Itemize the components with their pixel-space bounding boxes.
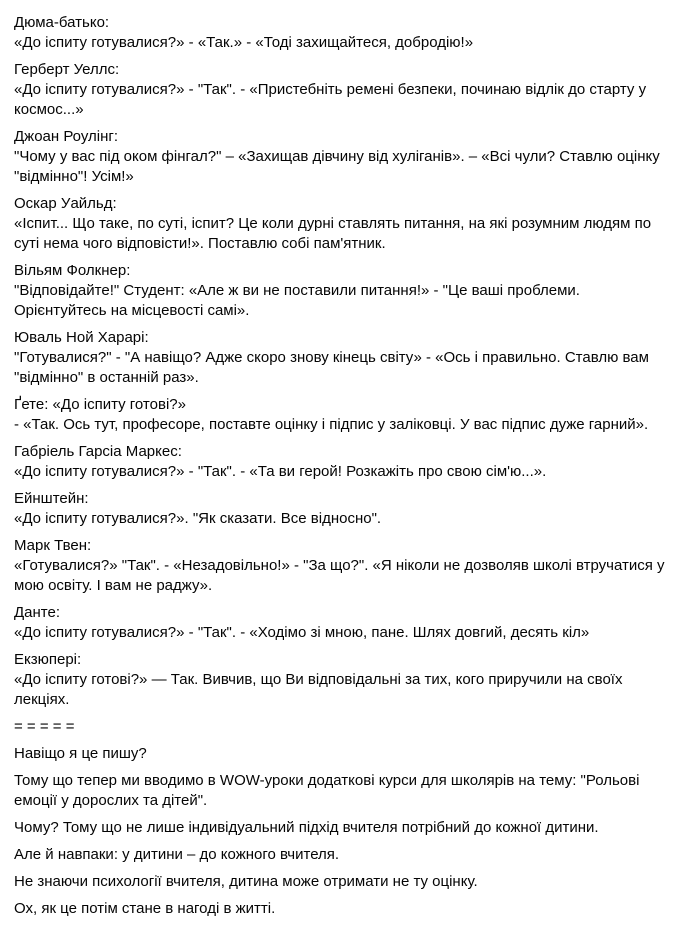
- quote-text: «До іспиту готові?» — Так. Вивчив, що Ви відповідальні за тих, кого приручили на своїх: [14, 671, 623, 688]
- quote-rowling: [14, 127, 690, 187]
- quote-author: Дюма-батько:: [14, 14, 110, 31]
- quote-author: Джоан Роулінг:: [14, 128, 119, 145]
- quote-dante: [14, 603, 690, 643]
- quote-author: Ґете: «До іспиту готові?»: [14, 396, 186, 413]
- quote-author: Габріель Гарсіа Маркес:: [14, 443, 182, 460]
- closing-paragraph: [14, 872, 690, 892]
- quote-author: Герберт Уеллс:: [14, 61, 120, 78]
- quote-author: Ейнштейн:: [14, 490, 89, 507]
- closing-text: Ох, як це потім стане в нагоді в житті.: [14, 900, 276, 917]
- closing-text: емоції у дорослих та дітей".: [14, 792, 208, 809]
- quote-wilde: [14, 194, 690, 254]
- closing-text: Не знаючи психології вчителя, дитина може отримати не ту оцінку.: [14, 873, 478, 890]
- quote-text: «До іспиту готувалися?» - "Так". - «Та ви герой! Розкажіть про свою сім'ю...».: [14, 463, 547, 480]
- closing-text: Тому що тепер ми вводимо в WOW-уроки додаткові курси для школярів на тему: "Рольові: [14, 772, 640, 789]
- quote-text: "відмінно"! Усім!»: [14, 168, 134, 185]
- closing-paragraph: [14, 744, 690, 764]
- closing-paragraph: [14, 845, 690, 865]
- quote-dumas: [14, 13, 690, 53]
- quote-wells: [14, 60, 690, 120]
- quote-text: "відмінно" в останній раз».: [14, 369, 199, 386]
- quote-harari: [14, 328, 690, 388]
- quote-text: суті нема чого відповісти!». Поставлю собі пам'ятник.: [14, 235, 386, 252]
- quote-text: «До іспиту готувалися?» - "Так". - «Ходімо зі мною, пане. Шлях довгий, десять кіл»: [14, 624, 590, 641]
- closing-paragraph: [14, 771, 690, 811]
- quote-author: Юваль Ной Харарі:: [14, 329, 149, 346]
- quote-author: Екзюпері:: [14, 651, 82, 668]
- closing-text: Чому? Тому що не лише індивідуальний підхід вчителя потрібний до кожної дитини.: [14, 819, 599, 836]
- quote-text: "Відповідайте!" Студент: «Але ж ви не поставили питання!» - "Це ваші проблеми.: [14, 282, 580, 299]
- quote-text: "Готувалися?" - "А навіщо? Адже скоро знову кінець світу» - «Ось і правильно. Ставлю вам: [14, 349, 649, 366]
- post-body: [14, 0, 690, 926]
- quote-text: "Чому у вас під оком фінгал?" – «Захищав дівчину від хуліганів». – «Всі чули? Ставлю оцінку: [14, 148, 660, 165]
- quote-text: «Готувалися?» "Так". - «Незадовільно!» - "За що?". «Я ніколи не дозволяв школі втручатися у: [14, 557, 665, 574]
- closing-text: Але й навпаки: у дитини – до кожного вчителя.: [14, 846, 340, 863]
- quote-goethe: [14, 395, 690, 435]
- separator: [14, 717, 690, 737]
- closing-paragraph: [14, 899, 690, 919]
- quote-author: Оскар Уайльд:: [14, 195, 117, 212]
- quote-author: Марк Твен:: [14, 537, 92, 554]
- quote-text: «Іспит... Що таке, по суті, іспит? Це коли дурні ставлять питання, на які розумним людям по: [14, 215, 652, 232]
- quote-text: Орієнтуйтесь на місцевості самі».: [14, 302, 250, 319]
- separator-text: = = = = =: [14, 718, 75, 735]
- quote-text: «До іспиту готувалися?» - "Так". - «Пристебніть ремені безпеки, починаю відлік до старту у: [14, 81, 647, 98]
- quote-author: Данте:: [14, 604, 60, 621]
- quote-faulkner: [14, 261, 690, 321]
- quote-einstein: [14, 489, 690, 529]
- quote-author: Вільям Фолкнер:: [14, 262, 131, 279]
- quote-text: космос...»: [14, 101, 84, 118]
- quote-text: «До іспиту готувалися?». "Як сказати. Все відносно".: [14, 510, 382, 527]
- quote-marquez: [14, 442, 690, 482]
- quote-text: мою освіту. І вам не раджу».: [14, 577, 213, 594]
- quote-twain: [14, 536, 690, 596]
- closing-text: Навіщо я це пишу?: [14, 745, 147, 762]
- quote-text: - «Так. Ось тут, професоре, поставте оцінку і підпис у заліковці. У вас підпис дуже гарний».: [14, 416, 649, 433]
- quote-text: «До іспиту готувалися?» - «Так.» - «Тоді захищайтеся, добродію!»: [14, 34, 474, 51]
- quote-exupery: [14, 650, 690, 710]
- quote-text: лекціях.: [14, 691, 70, 708]
- closing-paragraph: [14, 818, 690, 838]
